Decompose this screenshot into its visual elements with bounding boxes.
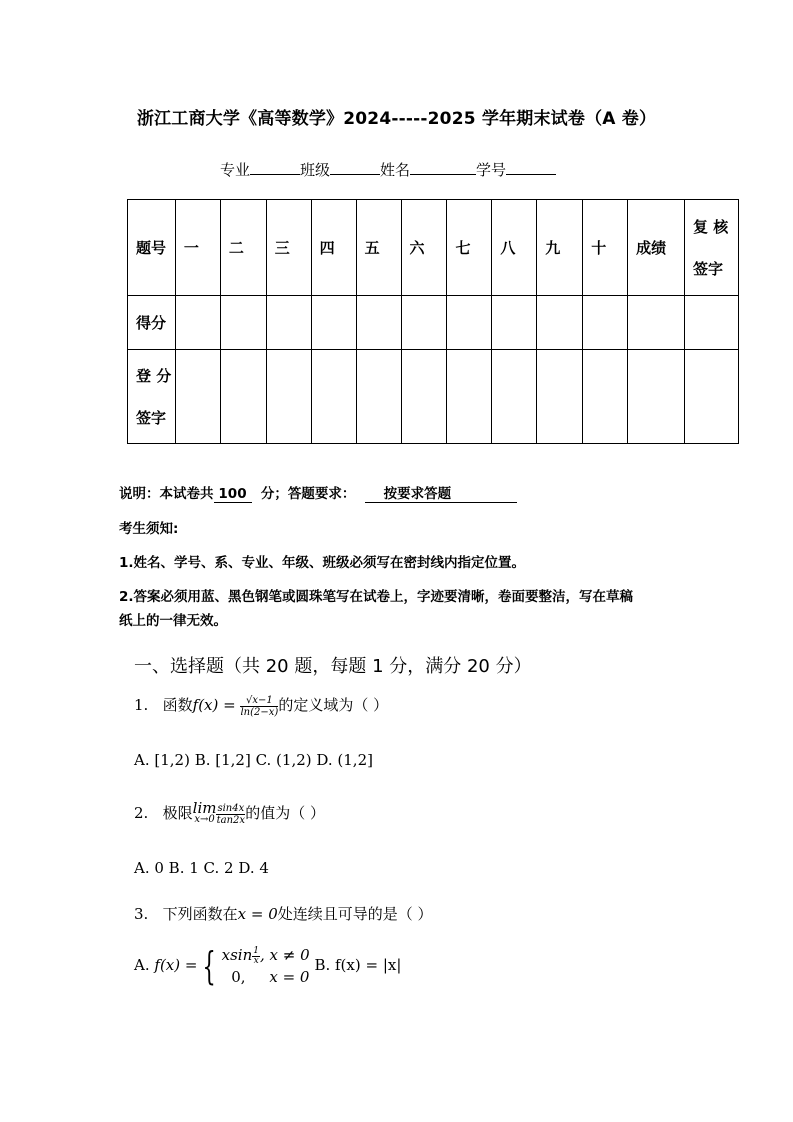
score-cell[interactable] [583, 296, 628, 350]
q2-limit: lim x→0 [192, 799, 217, 825]
signature-row [128, 350, 739, 444]
section-title-choice: 一、选择题（共 20 题，每题 1 分，满分 20 分） [134, 656, 532, 677]
score-cell[interactable] [220, 296, 266, 350]
score-cell[interactable] [175, 296, 220, 350]
total-score: 100 [214, 486, 252, 503]
signature-cell[interactable] [492, 350, 537, 444]
header-cell: 七 [447, 200, 492, 296]
student-id-blank[interactable] [506, 160, 556, 175]
notice-item-2-line-1: 2.答案必须用蓝、黑色钢笔或圆珠笔写在试卷上，字迹要清晰，卷面要整洁，写在草稿 [119, 589, 634, 605]
signature-cell[interactable] [537, 350, 583, 444]
signature-cell[interactable] [220, 350, 266, 444]
question-1: 1. 函数f(x) = $\frac{√x-1}{\ln(2-x)}$ 的定义域为（ ） [134, 694, 389, 718]
score-cell[interactable] [628, 296, 685, 350]
notice-item-2-line-2: 纸上的一律无效。 [119, 613, 227, 629]
signature-cell[interactable] [266, 350, 311, 444]
signature-cell[interactable] [447, 350, 492, 444]
student-info-line [220, 159, 556, 180]
score-row-label: 得分 [128, 296, 176, 350]
score-table [127, 199, 739, 444]
signature-cell[interactable] [311, 350, 356, 444]
score-cell[interactable] [447, 296, 492, 350]
header-cell: 一 [175, 200, 220, 296]
header-cell: 六 [401, 200, 447, 296]
header-cell: 九 [537, 200, 583, 296]
header-cell: 成绩 [628, 200, 685, 296]
score-cell[interactable] [537, 296, 583, 350]
class-label: 班级 [300, 161, 331, 179]
score-cell[interactable] [311, 296, 356, 350]
header-cell: 四 [311, 200, 356, 296]
q2-fraction: $\frac{\sin 4x}{\tan 2x}$ [216, 802, 246, 826]
major-blank[interactable] [250, 160, 300, 175]
major-label: 专业 [220, 161, 251, 179]
exam-title: 浙江工商大学《高等数学》2024-----2025 学年期末试卷（A 卷） [136, 109, 657, 129]
header-cell: 三 [266, 200, 311, 296]
notice-heading: 考生须知: [119, 521, 179, 537]
review-sign-header: 复 核 签字 [685, 200, 739, 296]
name-label: 姓名 [380, 161, 411, 179]
score-cell[interactable] [685, 296, 739, 350]
question-3: 3. 下列函数在x = 0处连续且可导的是（ ） [134, 905, 433, 923]
signature-cell[interactable] [356, 350, 401, 444]
question-number-row [128, 200, 739, 296]
signature-cell[interactable] [175, 350, 220, 444]
question-1-options: A. [1,2) B. [1,2] C. (1,2) D. (1,2] [134, 751, 373, 769]
signature-cell[interactable] [628, 350, 685, 444]
header-cell: 题号 [128, 200, 176, 296]
header-cell: 五 [356, 200, 401, 296]
signature-cell[interactable] [583, 350, 628, 444]
student-id-label: 学号 [476, 161, 507, 179]
header-cell: 八 [492, 200, 537, 296]
header-cell: 十 [583, 200, 628, 296]
answer-requirement: 按要求答题 [365, 482, 517, 503]
option-b: B. f(x) = |x| [314, 956, 402, 974]
q1-fraction: $\frac{√x-1}{\ln(2-x)}$ [240, 694, 279, 718]
class-blank[interactable] [330, 160, 380, 175]
signature-cell[interactable] [401, 350, 447, 444]
piecewise-cases: xsin $\frac{1}{x}$ , x ≠ 0 0, x = 0 [221, 945, 310, 986]
signature-row-label: 登 分 签字 [128, 350, 176, 444]
name-blank[interactable] [410, 160, 476, 175]
header-cell: 二 [220, 200, 266, 296]
signature-cell[interactable] [685, 350, 739, 444]
score-cell[interactable] [401, 296, 447, 350]
question-2: 2. 极限lim x→0 $\frac{\sin 4x}{\tan 2x}$ 的值为（ ） [134, 799, 326, 826]
score-row [128, 296, 739, 350]
question-2-options: A. 0 B. 1 C. 2 D. 4 [134, 859, 269, 877]
exam-description: 说明：本试卷共 100 分；答题要求： 按要求答题 [119, 482, 517, 503]
piecewise-brace: { [202, 944, 217, 988]
question-3-options: A. f(x) = { xsin $\frac{1}{x}$ , x ≠ 0 0, x = 0 B. f(x) = |x| [134, 944, 402, 988]
score-cell[interactable] [356, 296, 401, 350]
score-cell[interactable] [266, 296, 311, 350]
score-cell[interactable] [492, 296, 537, 350]
notice-item-1: 1.姓名、学号、系、专业、年级、班级必须写在密封线内指定位置。 [119, 555, 526, 571]
